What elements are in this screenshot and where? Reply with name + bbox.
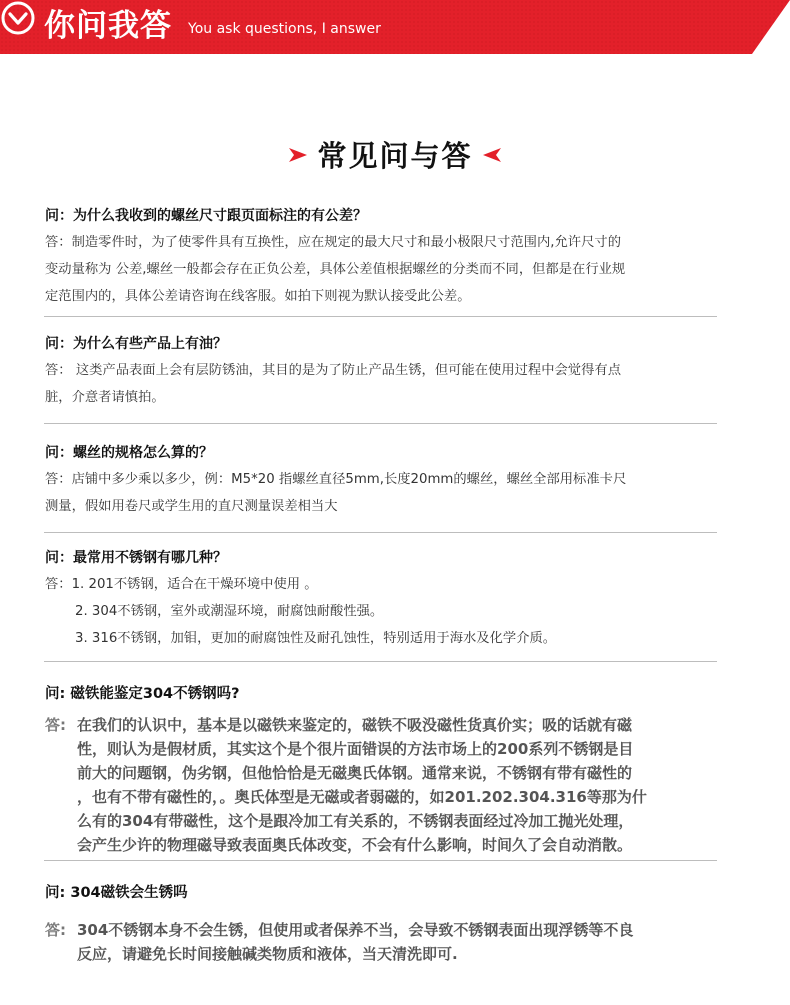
question	[45, 880, 715, 906]
banner-subtitle: You ask questions, I answer	[188, 21, 381, 37]
answer	[45, 571, 715, 652]
qa-item-oil	[45, 331, 715, 411]
question	[45, 681, 715, 707]
answer-line: 变动量称为 公差,螺丝一般都会存在正负公差，具体公差值根据螺丝的分类而不同，但都是在行业规	[45, 262, 626, 277]
answer-line: 测量，假如用卷尺或学生用的直尺测量误差相当大	[45, 499, 338, 514]
question-text: 磁铁能鉴定304不锈钢吗?	[70, 686, 240, 702]
divider	[44, 423, 717, 424]
question: 问：为什么有些产品上有油？	[45, 336, 227, 352]
answer-line: 2. 304不锈钢，室外或潮湿环境，耐腐蚀耐酸性强。	[75, 604, 384, 619]
answer-line: 性，则认为是假材质，其实这个是个很片面错误的方法市场上的200系列不锈钢是目	[77, 740, 634, 758]
answer-line: 答： 这类产品表面上会有层防锈油，其目的是为了防止产品生锈，但可能在使用过程中会觉得有点	[45, 363, 621, 378]
answer-line: 304不锈钢本身不会生锈，但使用或者保养不当，会导致不锈钢表面出现浮锈等不良	[77, 921, 634, 939]
divider	[44, 661, 717, 662]
arrow-left-icon	[483, 148, 501, 162]
answer-line: 答：1. 201不锈钢，适合在干燥环境中使用 。	[45, 577, 318, 592]
answer-line: 答：制造零件时，为了使零件具有互换性，应在规定的最大尺寸和最小极限尺寸范围内,允许尺寸的	[45, 235, 621, 250]
qa-item-magnet	[45, 681, 715, 857]
answer-line: 定范围内的，具体公差请咨询在线客服。如拍下则视为默认接受此公差。	[45, 289, 471, 304]
banner-title: 你问我答	[44, 8, 172, 44]
answer-tag: 答:	[45, 921, 66, 939]
question-text: 304磁铁会生锈吗	[70, 885, 188, 901]
answer-line: 在我们的认识中，基本是以磁铁来鉴定的，磁铁不吸没磁性货真价实；吸的话就有磁	[77, 716, 633, 734]
answer	[45, 229, 715, 310]
qa-item-spec	[45, 440, 715, 520]
qa-item-tolerance	[45, 203, 715, 310]
divider	[44, 316, 717, 317]
answer-line: 脏，介意者请慎拍。	[45, 390, 165, 405]
answer-line: ，也有不带有磁性的，。奥氏体型是无磁或者弱磁的，如201.202.304.316等那为什	[77, 788, 647, 806]
arrow-right-icon	[289, 148, 307, 162]
answer-line: 会产生少许的物理磁导致表面奥氏体改变，不会有什么影响，时间久了会自动消散。	[77, 836, 633, 854]
answer-line: 答：店铺中多少乘以多少，例：M5*20 指螺丝直径5mm,长度20mm的螺丝，螺丝全部用标准卡尺	[45, 472, 627, 487]
qa-item-rust	[45, 880, 715, 966]
question-tag: 问:	[45, 885, 66, 901]
divider	[44, 860, 717, 861]
answer	[45, 918, 715, 966]
answer-line: 反应，请避免长时间接触碱类物质和液体，当天清洗即可.	[77, 945, 458, 963]
answer	[45, 713, 715, 857]
question: 问：为什么我收到的螺丝尺寸跟页面标注的有公差？	[45, 208, 367, 224]
question: 问：螺丝的规格怎么算的？	[45, 445, 213, 461]
qa-item-steel-types	[45, 545, 715, 652]
section-heading	[0, 134, 790, 174]
answer	[45, 466, 715, 520]
header-banner	[0, 0, 790, 54]
answer-line: 3. 316不锈钢，加钼，更加的耐腐蚀性及耐孔蚀性，特别适用于海水及化学介质。	[75, 631, 557, 646]
answer	[45, 357, 715, 411]
answer-line: 前大的问题钢，伪劣钢，但他恰恰是无磁奥氏体钢。通常来说，不锈钢有带有磁性的	[77, 764, 633, 782]
section-title: 常见问与答	[317, 139, 473, 173]
chevron-down-circle-icon	[0, 0, 36, 36]
answer-line: 么有的304有带磁性，这个是跟冷加工有关系的，不锈钢表面经过冷加工抛光处理，	[77, 812, 634, 830]
question-tag: 问:	[45, 686, 66, 702]
divider	[44, 532, 717, 533]
question: 问：最常用不锈钢有哪几种？	[45, 550, 227, 566]
answer-tag: 答:	[45, 716, 66, 734]
